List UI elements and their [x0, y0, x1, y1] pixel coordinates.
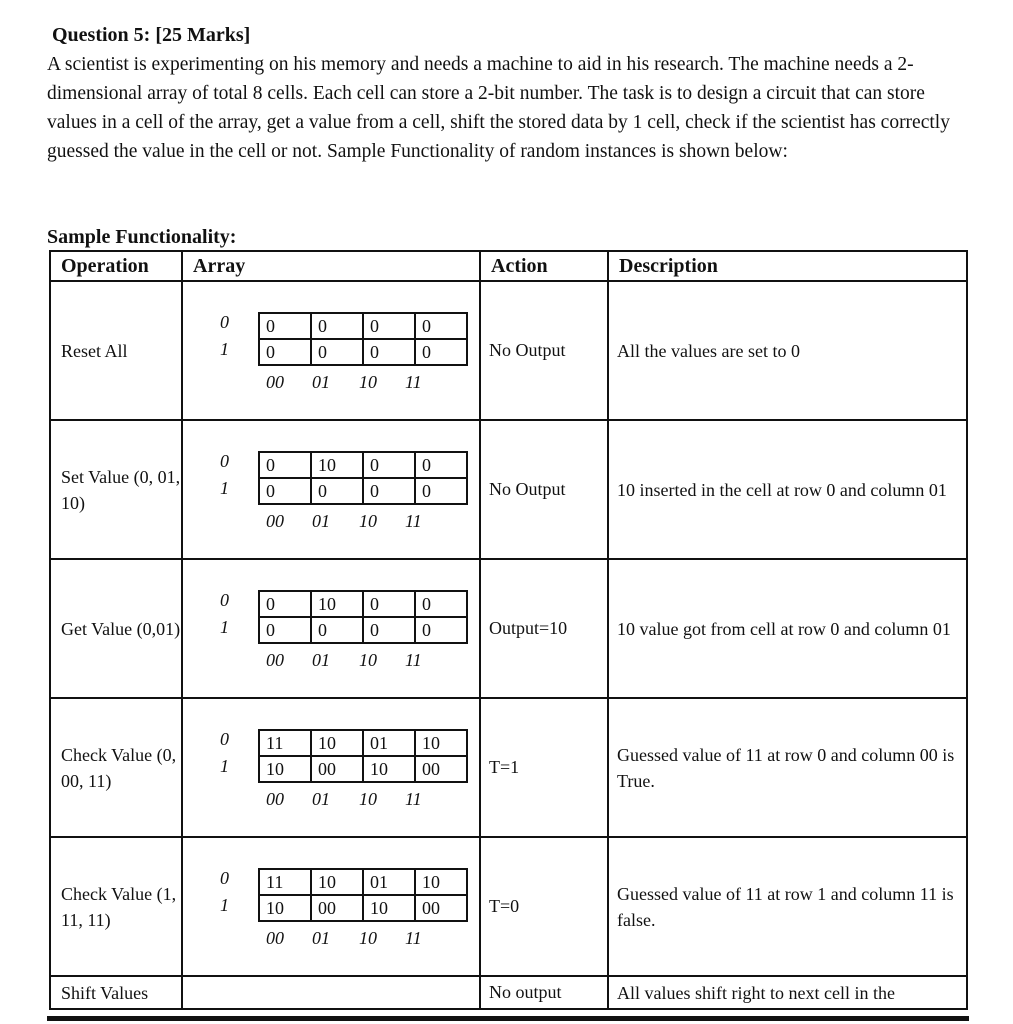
array-cell: [182, 976, 480, 1009]
memory-cell: 0: [363, 478, 415, 504]
column-label: 10: [359, 511, 377, 531]
header-array: Array: [182, 251, 480, 281]
table-header-row: [50, 251, 967, 281]
memory-grid: [258, 451, 468, 505]
memory-cell: 10: [415, 869, 467, 895]
table-row: [50, 420, 967, 559]
memory-cell: 10: [259, 756, 311, 782]
column-label: 00: [266, 928, 284, 948]
column-label: 01: [312, 789, 330, 809]
action-cell: Output=10: [480, 559, 608, 698]
memory-cell: 0: [259, 591, 311, 617]
memory-cell: 0: [363, 617, 415, 643]
column-label: 10: [359, 650, 377, 670]
memory-cell: 0: [415, 452, 467, 478]
array-cell: [182, 559, 480, 698]
column-label: 11: [405, 650, 422, 670]
row-label: 0: [220, 312, 229, 332]
column-label: 10: [359, 372, 377, 392]
question-body: A scientist is experimenting on his memory and needs a machine to aid in his research. The machine needs a 2-dimensional array of total 8 cells. Each cell can store a 2-bit number. The task is to design a circuit that can store values in a cell of the array, get a value from a cell, shift the stored data by 1 cell, check if the scientist has correctly guessed the value in the cell or not. Sample Functionality of random instances is shown below:: [47, 54, 950, 162]
memory-cell: 10: [311, 452, 363, 478]
memory-cell: 0: [311, 339, 363, 365]
memory-cell: 0: [363, 339, 415, 365]
section-title: Sample Functionality:: [47, 226, 237, 248]
memory-cell: 0: [311, 313, 363, 339]
row-label: 1: [220, 339, 229, 359]
table-row: [50, 281, 967, 420]
row-label: 1: [220, 478, 229, 498]
description-cell: All values shift right to next cell in the: [608, 976, 967, 1009]
table-row: [50, 976, 967, 1009]
memory-grid: [258, 729, 468, 783]
column-label: 11: [405, 511, 422, 531]
page-bottom-rule: [47, 1016, 969, 1021]
memory-grid: [258, 868, 468, 922]
memory-cell: 10: [311, 591, 363, 617]
memory-cell: 11: [259, 869, 311, 895]
operation-cell: Check Value (0, 00, 11): [50, 698, 182, 837]
row-label: 0: [220, 590, 229, 610]
memory-cell: 0: [311, 617, 363, 643]
memory-grid: [258, 590, 468, 644]
memory-cell: 0: [415, 478, 467, 504]
column-label: 01: [312, 372, 330, 392]
array-cell: [182, 420, 480, 559]
array-cell: [182, 698, 480, 837]
memory-cell: 00: [311, 895, 363, 921]
memory-cell: 01: [363, 730, 415, 756]
header-action: Action: [480, 251, 608, 281]
memory-cell: 0: [363, 452, 415, 478]
operation-cell: Get Value (0,01): [50, 559, 182, 698]
memory-cell: 10: [311, 730, 363, 756]
column-label: 00: [266, 650, 284, 670]
row-label: 1: [220, 756, 229, 776]
description-cell: 10 value got from cell at row 0 and column 01: [608, 559, 967, 698]
column-label: 01: [312, 650, 330, 670]
memory-cell: 00: [415, 756, 467, 782]
operation-cell: Check Value (1, 11, 11): [50, 837, 182, 976]
array-cell: [182, 837, 480, 976]
operation-cell: Reset All: [50, 281, 182, 420]
question-title: Question 5: [25 Marks]: [52, 24, 251, 46]
operation-cell: Set Value (0, 01, 10): [50, 420, 182, 559]
header-description: Description: [608, 251, 967, 281]
description-cell: All the values are set to 0: [608, 281, 967, 420]
table-row: [50, 837, 967, 976]
memory-cell: 0: [415, 617, 467, 643]
description-cell: Guessed value of 11 at row 1 and column 11 is false.: [608, 837, 967, 976]
memory-cell: 0: [415, 339, 467, 365]
memory-cell: 0: [311, 478, 363, 504]
memory-cell: 00: [311, 756, 363, 782]
row-label: 0: [220, 868, 229, 888]
memory-cell: 0: [259, 478, 311, 504]
memory-cell: 0: [259, 339, 311, 365]
memory-cell: 0: [259, 617, 311, 643]
row-label: 1: [220, 895, 229, 915]
action-cell: T=1: [480, 698, 608, 837]
memory-cell: 11: [259, 730, 311, 756]
action-cell: No Output: [480, 420, 608, 559]
memory-cell: 0: [259, 452, 311, 478]
column-label: 11: [405, 928, 422, 948]
column-label: 11: [405, 372, 422, 392]
memory-cell: 10: [363, 756, 415, 782]
description-cell: Guessed value of 11 at row 0 and column 00 is True.: [608, 698, 967, 837]
column-label: 10: [359, 789, 377, 809]
operation-cell: Shift Values: [50, 976, 182, 1009]
column-label: 01: [312, 511, 330, 531]
memory-cell: 10: [259, 895, 311, 921]
row-label: 0: [220, 451, 229, 471]
memory-cell: 10: [415, 730, 467, 756]
memory-grid: [258, 312, 468, 366]
row-label: 1: [220, 617, 229, 637]
column-label: 10: [359, 928, 377, 948]
memory-cell: 0: [363, 313, 415, 339]
action-cell: No output: [480, 976, 608, 1009]
memory-cell: 10: [363, 895, 415, 921]
memory-cell: 01: [363, 869, 415, 895]
action-cell: T=0: [480, 837, 608, 976]
memory-cell: 0: [415, 313, 467, 339]
header-operation: Operation: [50, 251, 182, 281]
array-cell: [182, 281, 480, 420]
functionality-table: [49, 250, 968, 1010]
table-row: [50, 698, 967, 837]
column-label: 00: [266, 372, 284, 392]
action-cell: No Output: [480, 281, 608, 420]
memory-cell: 0: [415, 591, 467, 617]
column-label: 11: [405, 789, 422, 809]
memory-cell: 0: [363, 591, 415, 617]
memory-cell: 00: [415, 895, 467, 921]
column-label: 00: [266, 789, 284, 809]
column-label: 00: [266, 511, 284, 531]
description-cell: 10 inserted in the cell at row 0 and column 01: [608, 420, 967, 559]
column-label: 01: [312, 928, 330, 948]
memory-cell: 0: [259, 313, 311, 339]
memory-cell: 10: [311, 869, 363, 895]
row-label: 0: [220, 729, 229, 749]
table-row: [50, 559, 967, 698]
